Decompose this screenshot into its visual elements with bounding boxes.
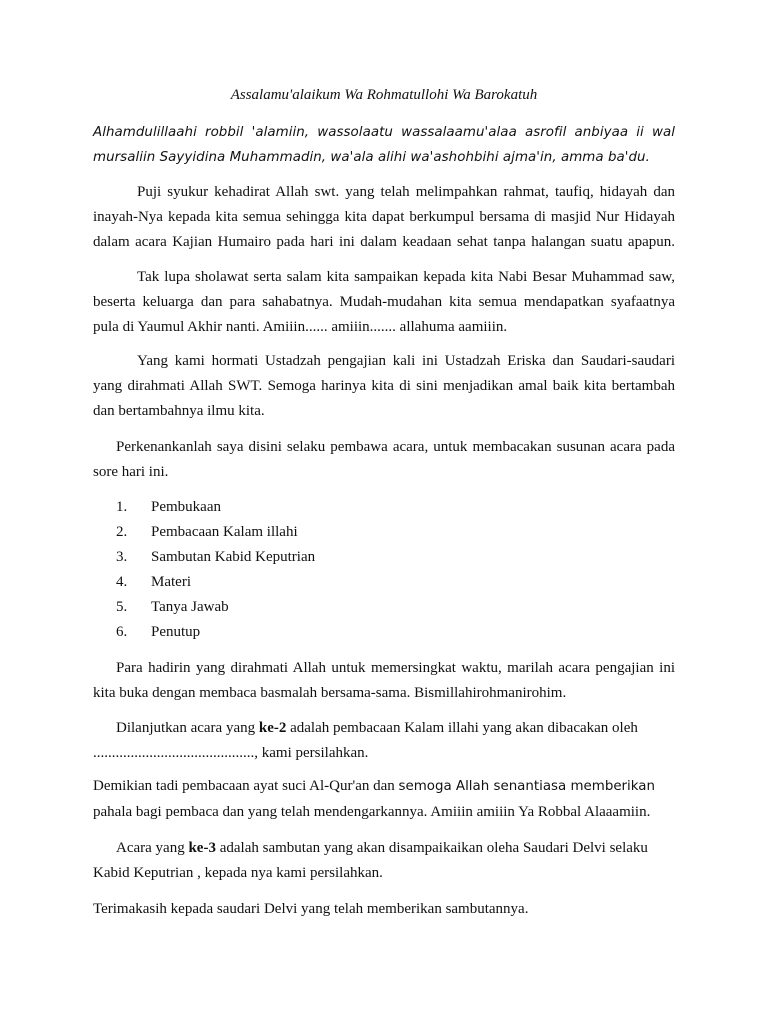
agenda-item-label: Tanya Jawab [151,599,229,615]
paragraph-8-text-rest: adalah sambutan yang akan disampaikaikan oleha Saudari Delvi selaku [215,840,648,856]
paragraph-6-bold: ke-2 [258,720,287,736]
agenda-item [116,573,516,591]
paragraph-9-line-1: Terimakasih kepada saudari Delvi yang telah memberikan sambutannya. [93,901,529,917]
paragraph-5-line-2: kita buka dengan membaca basmalah bersama-sama. Bismillahirohmanirohim. [93,685,567,701]
paragraph-6-text-rest: adalah pembacaan Kalam illahi yang akan dibacakan oleh [286,720,638,736]
paragraph-2-line-2: beserta keluarga dan para sahabatnya. Mudah-mudahan kita semua mendapatkan syafaatnya [93,294,675,310]
agenda-item [116,548,516,566]
paragraph-8-line-1 [116,839,675,857]
agenda-item-number: 5. [116,599,128,615]
paragraph-3-line-2: yang dirahmati Allah SWT. Semoga harinya kita di sini menjadikan amal baik kita bertambah [93,378,675,394]
paragraph-2-line-3: pula di Yaumul Akhir nanti. Amiiin...... amiiin....... allahuma aamiiin. [93,319,508,335]
agenda-item-label: Materi [151,574,191,590]
greeting-heading: Assalamu'alaikum Wa Rohmatullohi Wa Barokatuh [230,87,538,103]
paragraph-7-text-a: Demikian tadi pembacaan ayat suci Al-Qur'an dan [93,778,399,794]
agenda-item-number: 6. [116,624,128,640]
paragraph-7-line-2: pahala bagi pembaca dan yang telah mendengarkannya. Amiiin amiiin Ya Robbal Alaaamiin. [93,804,651,820]
paragraph-1-line-2: inayah-Nya kepada kita semua sehingga kita dapat berkumpul bersama di masjid Nur Hidayah [93,209,675,225]
paragraph-3-line-1: Yang kami hormati Ustadzah pengajian kali ini Ustadzah Eriska dan Saudari-saudari [137,353,675,369]
paragraph-7-line-1 [93,777,675,796]
paragraph-7-text-b: semoga Allah senantiasa memberikan [398,779,655,794]
paragraph-6-line-2: ..........................................., kami persilahkan. [93,745,369,761]
agenda-item-number: 2. [116,524,128,540]
paragraph-1-line-3: dalam acara Kajian Humairo pada hari ini dalam keadaan sehat tanpa halangan suatu apapun. [93,234,675,250]
paragraph-3-line-3: dan bertambahnya ilmu kita. [93,403,265,419]
paragraph-1-line-1: Puji syukur kehadirat Allah swt. yang telah melimpahkan rahmat, taufiq, hidayah dan [137,184,675,200]
agenda-item-label: Sambutan Kabid Keputrian [151,549,316,565]
agenda-item-number: 1. [116,499,128,515]
agenda-item-label: Pembukaan [151,499,221,515]
agenda-item [116,523,516,541]
paragraph-6-text: Dilanjutkan acara yang [116,720,259,736]
document-page [93,0,675,1024]
paragraph-2-line-1: Tak lupa sholawat serta salam kita sampaikan kepada kita Nabi Besar Muhammad saw, [137,269,675,285]
paragraph-6-line-1 [116,719,675,737]
paragraph-4-line-1: Perkenankanlah saya disini selaku pembawa acara, untuk membacakan susunan acara pada [116,439,675,455]
agenda-item [116,623,516,641]
paragraph-8-line-2: Kabid Keputrian , kepada nya kami persilahkan. [93,865,383,881]
opening-line-1: Alhamdulillaahi robbil 'alamiin, wassolaatu wassalaamu'alaa asrofil anbiyaa ii wal [93,125,675,140]
opening-line-2: mursaliin Sayyidina Muhammadin, wa'ala alihi wa'ashohbihi ajma'in, amma ba'du. [93,150,650,165]
paragraph-8-bold: ke-3 [188,840,216,856]
agenda-item-label: Penutup [151,624,201,640]
agenda-item [116,498,516,516]
paragraph-4-line-2: sore hari ini. [93,464,169,480]
paragraph-8-text: Acara yang [116,840,189,856]
paragraph-5-line-1: Para hadirin yang dirahmati Allah untuk memersingkat waktu, marilah acara pengajian ini [116,660,675,676]
agenda-item-number: 4. [116,574,128,590]
agenda-item [116,598,516,616]
agenda-item-number: 3. [116,549,128,565]
agenda-item-label: Pembacaan Kalam illahi [151,524,298,540]
